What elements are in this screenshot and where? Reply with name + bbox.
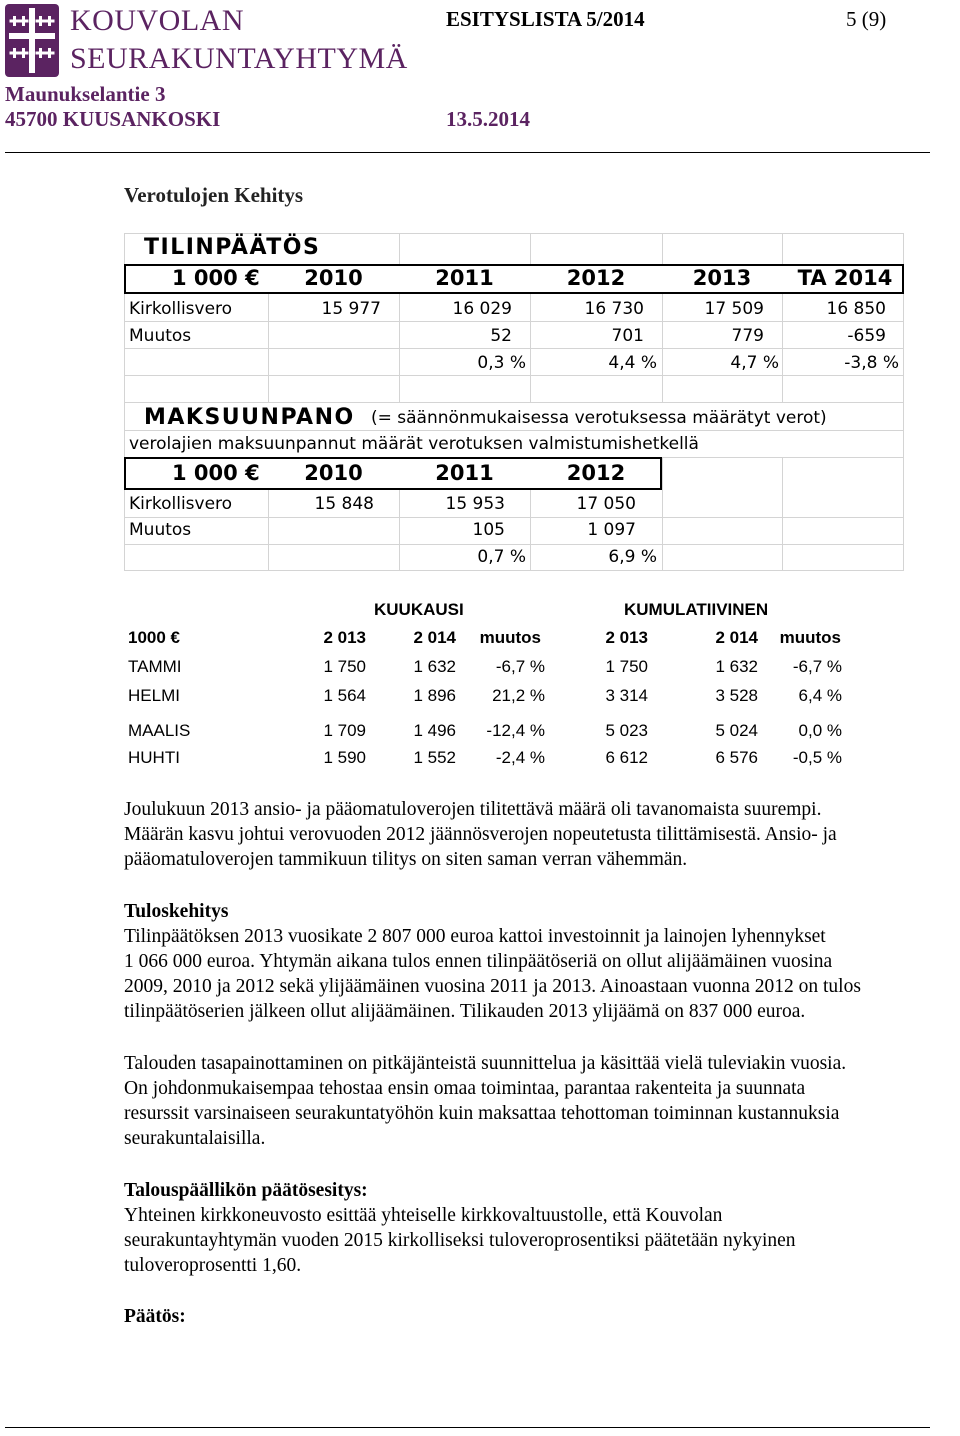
month-label: MAALIS [128,721,191,740]
table-cell: 0,7 % [477,547,526,567]
tilinpaatos-year-header: 2011 [435,266,494,290]
monthly-unit-header: 1000 € [128,628,180,647]
table-cell: 15 977 [321,299,381,319]
paragraph-balancing [124,1051,954,1151]
row-label: Muutos [129,520,192,540]
text-line: tuloveroprosentti 1,60. [124,1255,302,1276]
section-title: Verotulojen Kehitys [124,183,304,207]
text-line: Tilinpäätöksen 2013 vuosikate 2 807 000 euroa kattoi investoinnit ja lainojen lyhennykset [124,926,826,947]
heading-tuloskehitys: Tuloskehitys [124,901,229,922]
paragraph-december-taxes [124,797,954,872]
table-cell: 5 024 [715,721,758,740]
row-label: Kirkollisvero [129,299,233,319]
document-title: ESITYSLISTA 5/2014 [446,7,645,31]
tilinpaatos-unit-header: 1 000 € [172,266,260,290]
table-cell: 0,3 % [477,353,526,373]
table-cell: 1 564 [323,686,366,705]
header-divider [5,152,930,153]
page-number: 5 (9) [846,7,887,31]
row-label: Muutos [129,326,192,346]
column-header: 2 014 [413,628,456,647]
maksuunpano-year-header: 2011 [435,461,494,485]
text-line: 2009, 2010 ja 2012 sekä ylijäämäinen vuosina 2011 ja 2013. Ainoastaan vuonna 2012 on tulos [124,976,861,997]
text-line: resurssit varsinaiseen seurakuntatyöhön kuin maksattaa tehottoman toiminnan kustannuksia [124,1103,840,1124]
table-cell: 1 632 [715,657,758,676]
table-cell: 52 [490,326,512,346]
text-line: Joulukuun 2013 ansio- ja pääomatuloverojen tilitettävä määrä oli tavanomaista suurempi. [124,799,822,820]
table-cell: 779 [731,326,764,346]
table-cell: 16 029 [452,299,512,319]
table-cell: 1 590 [323,748,366,767]
table-cell: 0,0 % [798,721,842,740]
table-cell: 1 709 [323,721,366,740]
footer-divider [5,1427,930,1428]
group-header-month: KUUKAUSI [374,600,464,619]
column-header: 2 013 [605,628,648,647]
table-cell: 16 850 [826,299,886,319]
text-line: 1 066 000 euroa. Yhtymän aikana tulos ennen tilinpäätöseriä on ollut alijäämäinen vuosina [124,951,833,972]
table-cell: 1 750 [605,657,648,676]
table-cell: 15 953 [445,494,505,514]
table-cell: -2,4 % [495,748,545,767]
column-header: muutos [479,628,541,647]
table-cell: -3,8 % [844,353,899,373]
table-cell: 3 314 [605,686,648,705]
table-cell: -0,5 % [792,748,842,767]
table-cell: 105 [472,520,505,540]
section-proposal [124,1178,954,1278]
logo-text-line1: KOUVOLAN [70,4,244,37]
group-header-cumulative: KUMULATIIVINEN [624,600,769,619]
table-cell: -6,7 % [495,657,545,676]
heading-proposal: Talouspäällikön päätösesitys: [124,1180,368,1201]
text-line: seurakuntalaisilla. [124,1128,266,1149]
text-line: Yhteinen kirkkoneuvosto esittää yhteiselle kirkkovaltuustolle, että Kouvolan [124,1205,723,1226]
table-cell: 15 848 [314,494,374,514]
tilinpaatos-year-header: TA 2014 [797,266,893,290]
logo-text-line2: SEURAKUNTAYHTYMÄ [70,42,408,75]
maksuunpano-note: (= säännönmukaisessa verotuksessa määrätyt verot) [371,408,827,428]
maksuunpano-year-header: 2010 [304,461,363,485]
table-cell: 21,2 % [492,686,545,705]
text-line: Talouden tasapainottaminen on pitkäjänteistä suunnittelua ja käsittää vielä tuleviakin vuosia. [124,1053,847,1074]
text-line: seurakuntayhtymän vuoden 2015 kirkolliseksi tuloveroprosentiksi päätetään nykyinen [124,1230,796,1251]
tilinpaatos-year-header: 2010 [304,266,363,290]
table-cell: 701 [611,326,644,346]
table-cell: 5 023 [605,721,648,740]
table-cell: 1 896 [413,686,456,705]
tilinpaatos-year-header: 2013 [692,266,752,290]
heading-decision: Päätös: [124,1306,186,1327]
table-cell: 6 612 [605,748,648,767]
month-label: HUHTI [128,748,180,767]
month-label: TAMMI [128,657,182,676]
maksuunpano-unit-header: 1 000 € [172,461,260,485]
text-line: pääomatuloverojen tammikuun tilitys on siten saman verran vähemmän. [124,849,688,870]
text-line: tilinpäätöserien jälkeen ollut alijäämäinen. Tilikauden 2013 ylijäämä on 837 000 euroa. [124,1001,806,1022]
table-cell: 6,4 % [798,686,842,705]
table-cell: 1 496 [413,721,456,740]
tilinpaatos-title: TILINPÄÄTÖS [144,235,321,260]
maksuunpano-title: MAKSUUNPANO [144,405,355,430]
table-cell: 17 050 [576,494,636,514]
column-header: muutos [779,628,841,647]
table-cell: 1 632 [413,657,456,676]
text-line: Määrän kasvu johtui verovuoden 2012 jäännösverojen nopeutetusta tilittämisestä. Ansio- ja [124,824,837,845]
text-line: On johdonmukaisempaa tehostaa ensin omaa toimintaa, parantaa rakenteita ja suunnata [124,1078,806,1099]
cross-logo-icon [5,4,59,77]
address-street: Maunukselantie 3 [5,82,166,106]
address-city: 45700 KUUSANKOSKI [5,107,221,131]
table-cell: 6 576 [715,748,758,767]
table-cell: 17 509 [704,299,764,319]
table-cell: 16 730 [584,299,644,319]
table-cell: 4,7 % [730,353,779,373]
maksuunpano-subtitle: verolajien maksuunpannut määrät verotuksen valmistumishetkellä [129,434,699,454]
table-cell: -659 [847,326,886,346]
table-cell: 6,9 % [608,547,657,567]
row-label: Kirkollisvero [129,494,233,514]
table-cell: -12,4 % [486,721,545,740]
table-cell: 1 750 [323,657,366,676]
column-header: 2 014 [715,628,758,647]
maksuunpano-year-header: 2012 [566,461,626,485]
document-date: 13.5.2014 [446,107,530,131]
tilinpaatos-year-header: 2012 [566,266,626,290]
column-header: 2 013 [323,628,366,647]
table-cell: 3 528 [715,686,758,705]
section-tuloskehitys [124,899,954,1024]
table-cell: 1 097 [587,520,636,540]
table-cell: -6,7 % [792,657,842,676]
month-label: HELMI [128,686,180,705]
table-cell: 1 552 [413,748,456,767]
table-cell: 4,4 % [608,353,657,373]
